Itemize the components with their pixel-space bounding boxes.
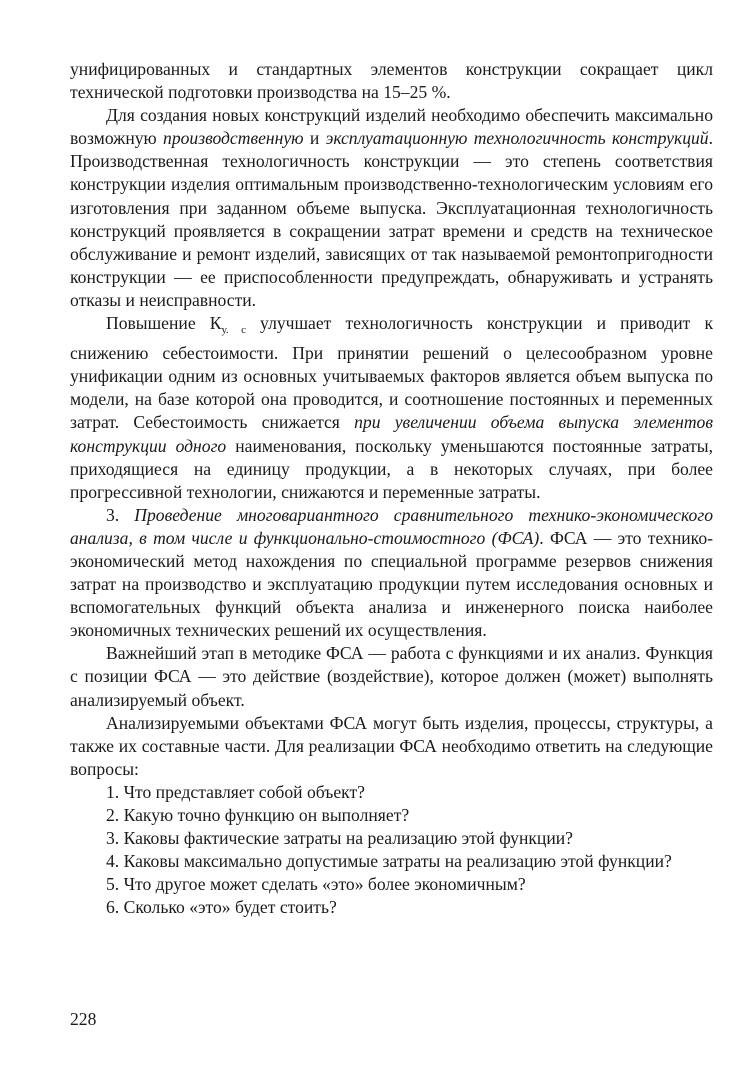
question-item: 4. Каковы максимально допустимые затраты на реализацию этой функции?	[106, 851, 672, 872]
text-run: наименования, поскольку уменьшаются постоянные затраты, приходящиеся на единицу продукции, а в некоторых случаях, при более прогрессивной технологии, снижаются и переменные затраты.	[70, 435, 713, 502]
question-item: 6. Сколько «это» будет стоить?	[106, 897, 337, 918]
text-run: . ФСА — это технико-экономический метод нахождения по специальной программе резервов снижения затрат на производство и эксплуатацию продукции путем исследования основных и вспомогательных функций объекта анализа и инженерного поиска наиболее экономичных технических решений их осуществления.	[70, 527, 713, 641]
paragraph-technologicity	[70, 104, 713, 312]
italic-term-operational: эксплуатационную технологичность конструкций	[325, 128, 709, 149]
italic-heading-fsa: Проведение многовариантного сравнительного технико-экономического анализа, в том числе и функционально-стоимостного (ФСА)	[70, 504, 714, 548]
page-body	[70, 58, 713, 919]
question-item: 5. Что другое может сделать «это» более экономичным?	[106, 874, 526, 895]
paragraph-fsa-stage: Важнейший этап в методике ФСА — работа с функциями и их анализ. Функция с позиции ФСА — это действие (воздействие), которое должен (может) выполнять анализируемый объект.	[70, 643, 713, 710]
italic-phrase-volume: при увеличении объема выпуска элементов конструкции одного	[70, 412, 713, 456]
text-run: Для создания новых конструкций изделий необходимо обеспечить максимально возможную	[70, 105, 713, 149]
paragraph-fsa-objects: Анализируемыми объектами ФСА могут быть изделия, процессы, структуры, а также их составные части. Для реализации ФСА необходимо ответить на следующие вопросы:	[70, 712, 713, 779]
text-run: Повышение К	[106, 313, 222, 334]
paragraph-continuation: унифицированных и стандартных элементов конструкции сокращает цикл технической подготовки производства на 15–25 %.	[70, 59, 713, 103]
text-run: улучшает технологичность конструкции и приводит к снижению себестоимости. При принятии решений о целесообразном уровне унификации одним из основных учитываемых факторов является объем выпуска по модели, на базе которой она проводится, и соотношение постоянных и переменных затрат. Себестоимость снижается	[70, 313, 713, 433]
page-number: 228	[70, 1009, 97, 1029]
question-item: 2. Какую точно функцию он выполняет?	[106, 805, 410, 825]
text-run: 3.	[106, 504, 135, 525]
text-run: и	[303, 128, 326, 149]
paragraph-unification	[70, 312, 713, 504]
subscript-index: у. с	[221, 324, 246, 337]
italic-term-production: производственную	[163, 128, 304, 149]
text-run: . Производственная технологичность конструкции — это степень соответствия конструкции изделия оптимальным производственно-технологическим условиям его изготовления при заданном объеме выпуска. Эксплуатационная технологичность конструкций проявляется в сокращении затрат времени и средств на техническое обслуживание и ремонт изделий, зависящих от так называемой ремонтопригодности конструкции — ее приспособленности предупреждать, обнаруживать и устранять отказы и неисправности.	[70, 128, 713, 310]
paragraph-fsa-definition	[70, 504, 713, 643]
question-item: 1. Что представляет собой объект?	[106, 781, 365, 802]
question-item: 3. Каковы фактические затраты на реализацию этой функции?	[106, 828, 573, 849]
